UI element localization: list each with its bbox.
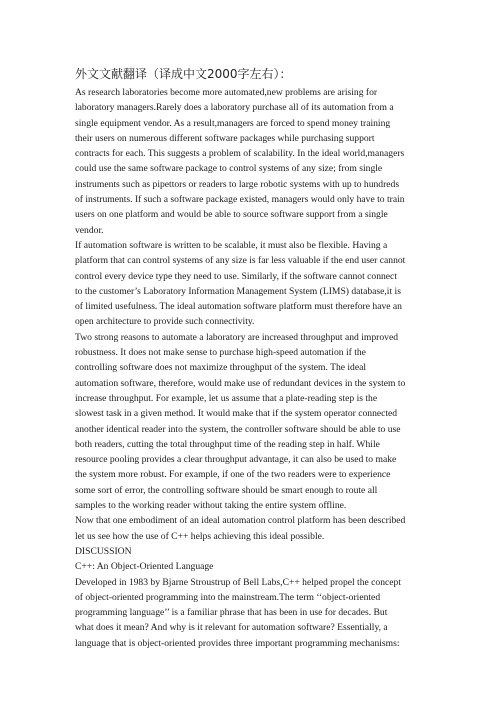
body-line: DISCUSSION — [75, 545, 132, 557]
body-line: instruments such as pipettors or readers to large robotic systems with up to hundreds — [75, 178, 400, 190]
body-line: As research laboratories become more automated,new problems are arising for — [75, 87, 378, 98]
body-line: programming language’’ is a familiar phrase that has been in use for decades. But — [75, 607, 388, 619]
body-line: vendor. — [75, 224, 104, 236]
body-line: some sort of error, the controlling software should be smart enough to route all — [75, 484, 378, 496]
body-line: slowest task in a given method. It would make that if the system operator connected — [75, 408, 398, 420]
page-heading: 外文文献翻译（译成中文2000字左右）： — [75, 67, 292, 81]
body-line: controlling software does not maximize throughput of the system. The ideal — [75, 362, 367, 374]
body-line: automation software, therefore, would make use of redundant devices in the system to — [75, 377, 406, 389]
body-line: to the customer’s Laboratory Information Management System (LIMS) database,it is — [75, 285, 401, 297]
body-line: could use the same software package to control systems of any size; from single — [75, 163, 383, 175]
body-line: increase throughput. For example, let us assume that a plate-reading step is the — [75, 392, 378, 404]
body-line: of limited usefulness. The ideal automation software platform must therefore have an — [75, 301, 402, 313]
body-line: both readers, cutting the total throughput time of the reading step in half. While — [75, 438, 380, 450]
body-line: Two strong reasons to automate a laboratory are increased throughput and improved — [75, 331, 399, 343]
body-line: resource pooling provides a clear throughput advantage, it can also be used to make — [75, 454, 397, 466]
body-line: control every device type they need to use. Similarly, if the software cannot connect — [75, 270, 397, 282]
body-line: of instruments. If such a software package existed, managers would only have to train — [75, 194, 405, 206]
body-line: Now that one embodiment of an ideal automation control platform has been described — [75, 515, 406, 527]
body-line: language that is object-oriented provides three important programming mechanisms: — [75, 637, 400, 649]
body-line: samples to the working reader without taking the entire system offline. — [75, 500, 347, 512]
document-body — [75, 85, 435, 651]
body-line: laboratory managers.Rarely does a laboratory purchase all of its automation from a — [75, 102, 394, 114]
body-line: users on one platform and would be able to source software support from a single — [75, 209, 388, 221]
body-line: robustness. It does not make sense to purchase high-speed automation if the — [75, 347, 366, 359]
body-line: another identical reader into the system, the controller software should be able to use — [75, 423, 401, 435]
body-line: let us see how the use of C++ helps achieving this ideal possible. — [75, 530, 325, 542]
body-line: single equipment vendor. As a result,managers are forced to spend money training — [75, 117, 391, 129]
body-line: C++: An Object-Oriented Language — [75, 561, 214, 573]
body-line: of object-oriented programming into the mainstream.The term ‘‘object-oriented — [75, 591, 381, 603]
body-line: platform that can control systems of any size is far less valuable if the end user cannot — [75, 255, 406, 267]
body-line: contracts for each. This suggests a problem of scalability. In the ideal world,managers — [75, 148, 405, 160]
body-line: If automation software is written to be scalable, it must also be flexible. Having a — [75, 239, 388, 251]
body-line: open architecture to provide such connectivity. — [75, 316, 255, 328]
body-line: the system more robust. For example, if one of the two readers were to experience — [75, 469, 391, 481]
body-line: Developed in 1983 by Bjarne Stroustrup of Bell Labs,C++ helped propel the concept — [75, 576, 402, 588]
body-line: their users on numerous different software packages while purchasing support — [75, 132, 375, 144]
body-line: what does it mean? And why is it relevant for automation software? Essentially, a — [75, 622, 388, 634]
